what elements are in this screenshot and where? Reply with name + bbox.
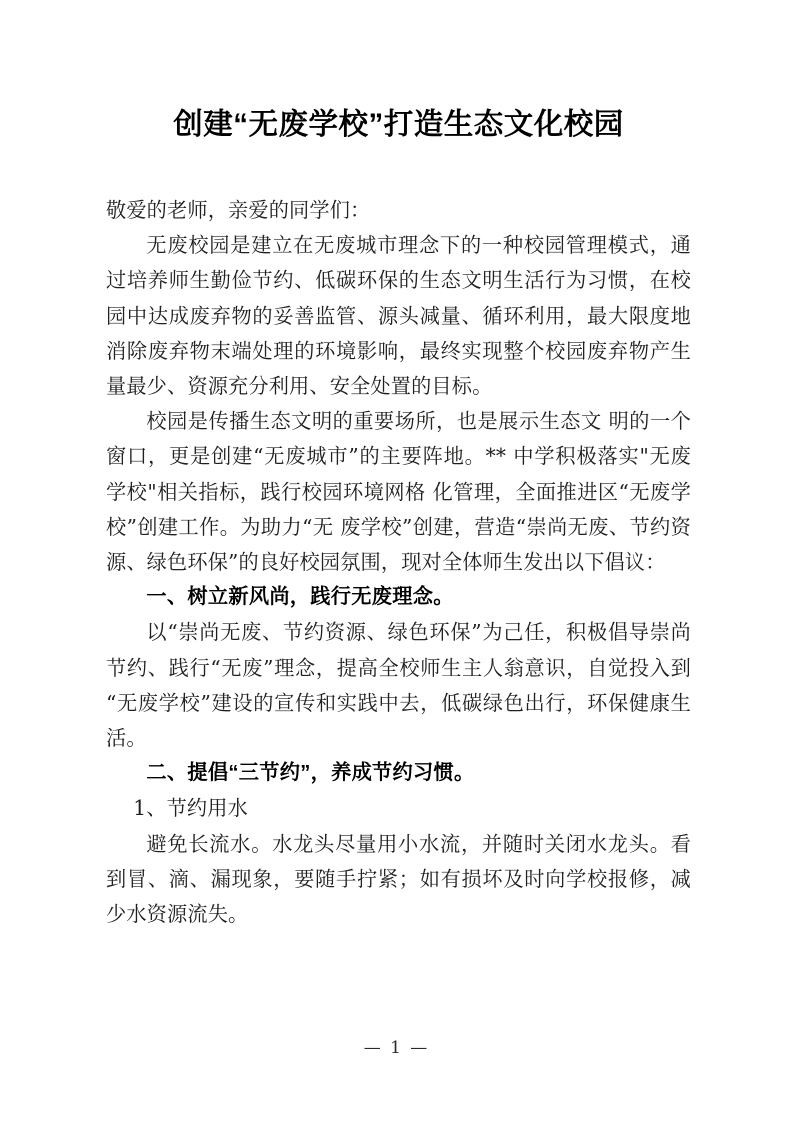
page-title: 创建“无废学校”打造生态文化校园 xyxy=(173,108,624,141)
paragraph-save-water-body: 避免长流水。水龙头尽量用小水流，并随时关闭水龙头。看到冒、滴、漏现象，要随手拧紧；如有损坏及时向学校报修，减少水资源流失。 xyxy=(106,831,691,927)
salutation-line: 敬爱的老师，亲爱的同学们： xyxy=(106,198,371,222)
section-heading-two: 二、提倡“三节约”，养成节约习惯。 xyxy=(146,762,475,785)
section-heading-one: 一、树立新风尚，践行无废理念。 xyxy=(146,586,454,609)
paragraph-background: 校园是传播生态文明的重要场所，也是展示生态文 明的一个窗口，更是创建“无废城市”的主要阵地。** 中学积极落实"无废学校"相关指标，践行校园环境网格 化管理，全面推进区“无废学校”创建工作。为助力“无 废学校”创建，营造“崇尚无废、节约资源、绿色环保”的良好校园氛围，现对全体师生发出以下倡议： xyxy=(106,409,691,575)
paragraph-section-one-body: 以“崇尚无废、节约资源、绿色环保”为己任，积极倡导崇尚节约、践行“无废”理念，提高全校师生主人翁意识，自觉投入到“无废学校”建设的宣传和实践中去，低碳绿色出行，环保健康生活。 xyxy=(106,620,691,751)
document-body xyxy=(106,0,691,932)
page-number-footer: — 1 — xyxy=(363,1038,430,1058)
paragraph-definition: 无废校园是建立在无废城市理念下的一种校园管理模式，通过培养师生勤俭节约、低碳环保的生态文明生活行为习惯，在校园中达成废弃物的妥善监管、源头减量、循环利用，最大限度地消除废弃物末端处理的环境影响，最终实现整个校园废弃物产生量最少、资源充分利用、安全处置的目标。 xyxy=(106,233,691,399)
list-item-save-water: 1、节约用水 xyxy=(133,796,248,821)
